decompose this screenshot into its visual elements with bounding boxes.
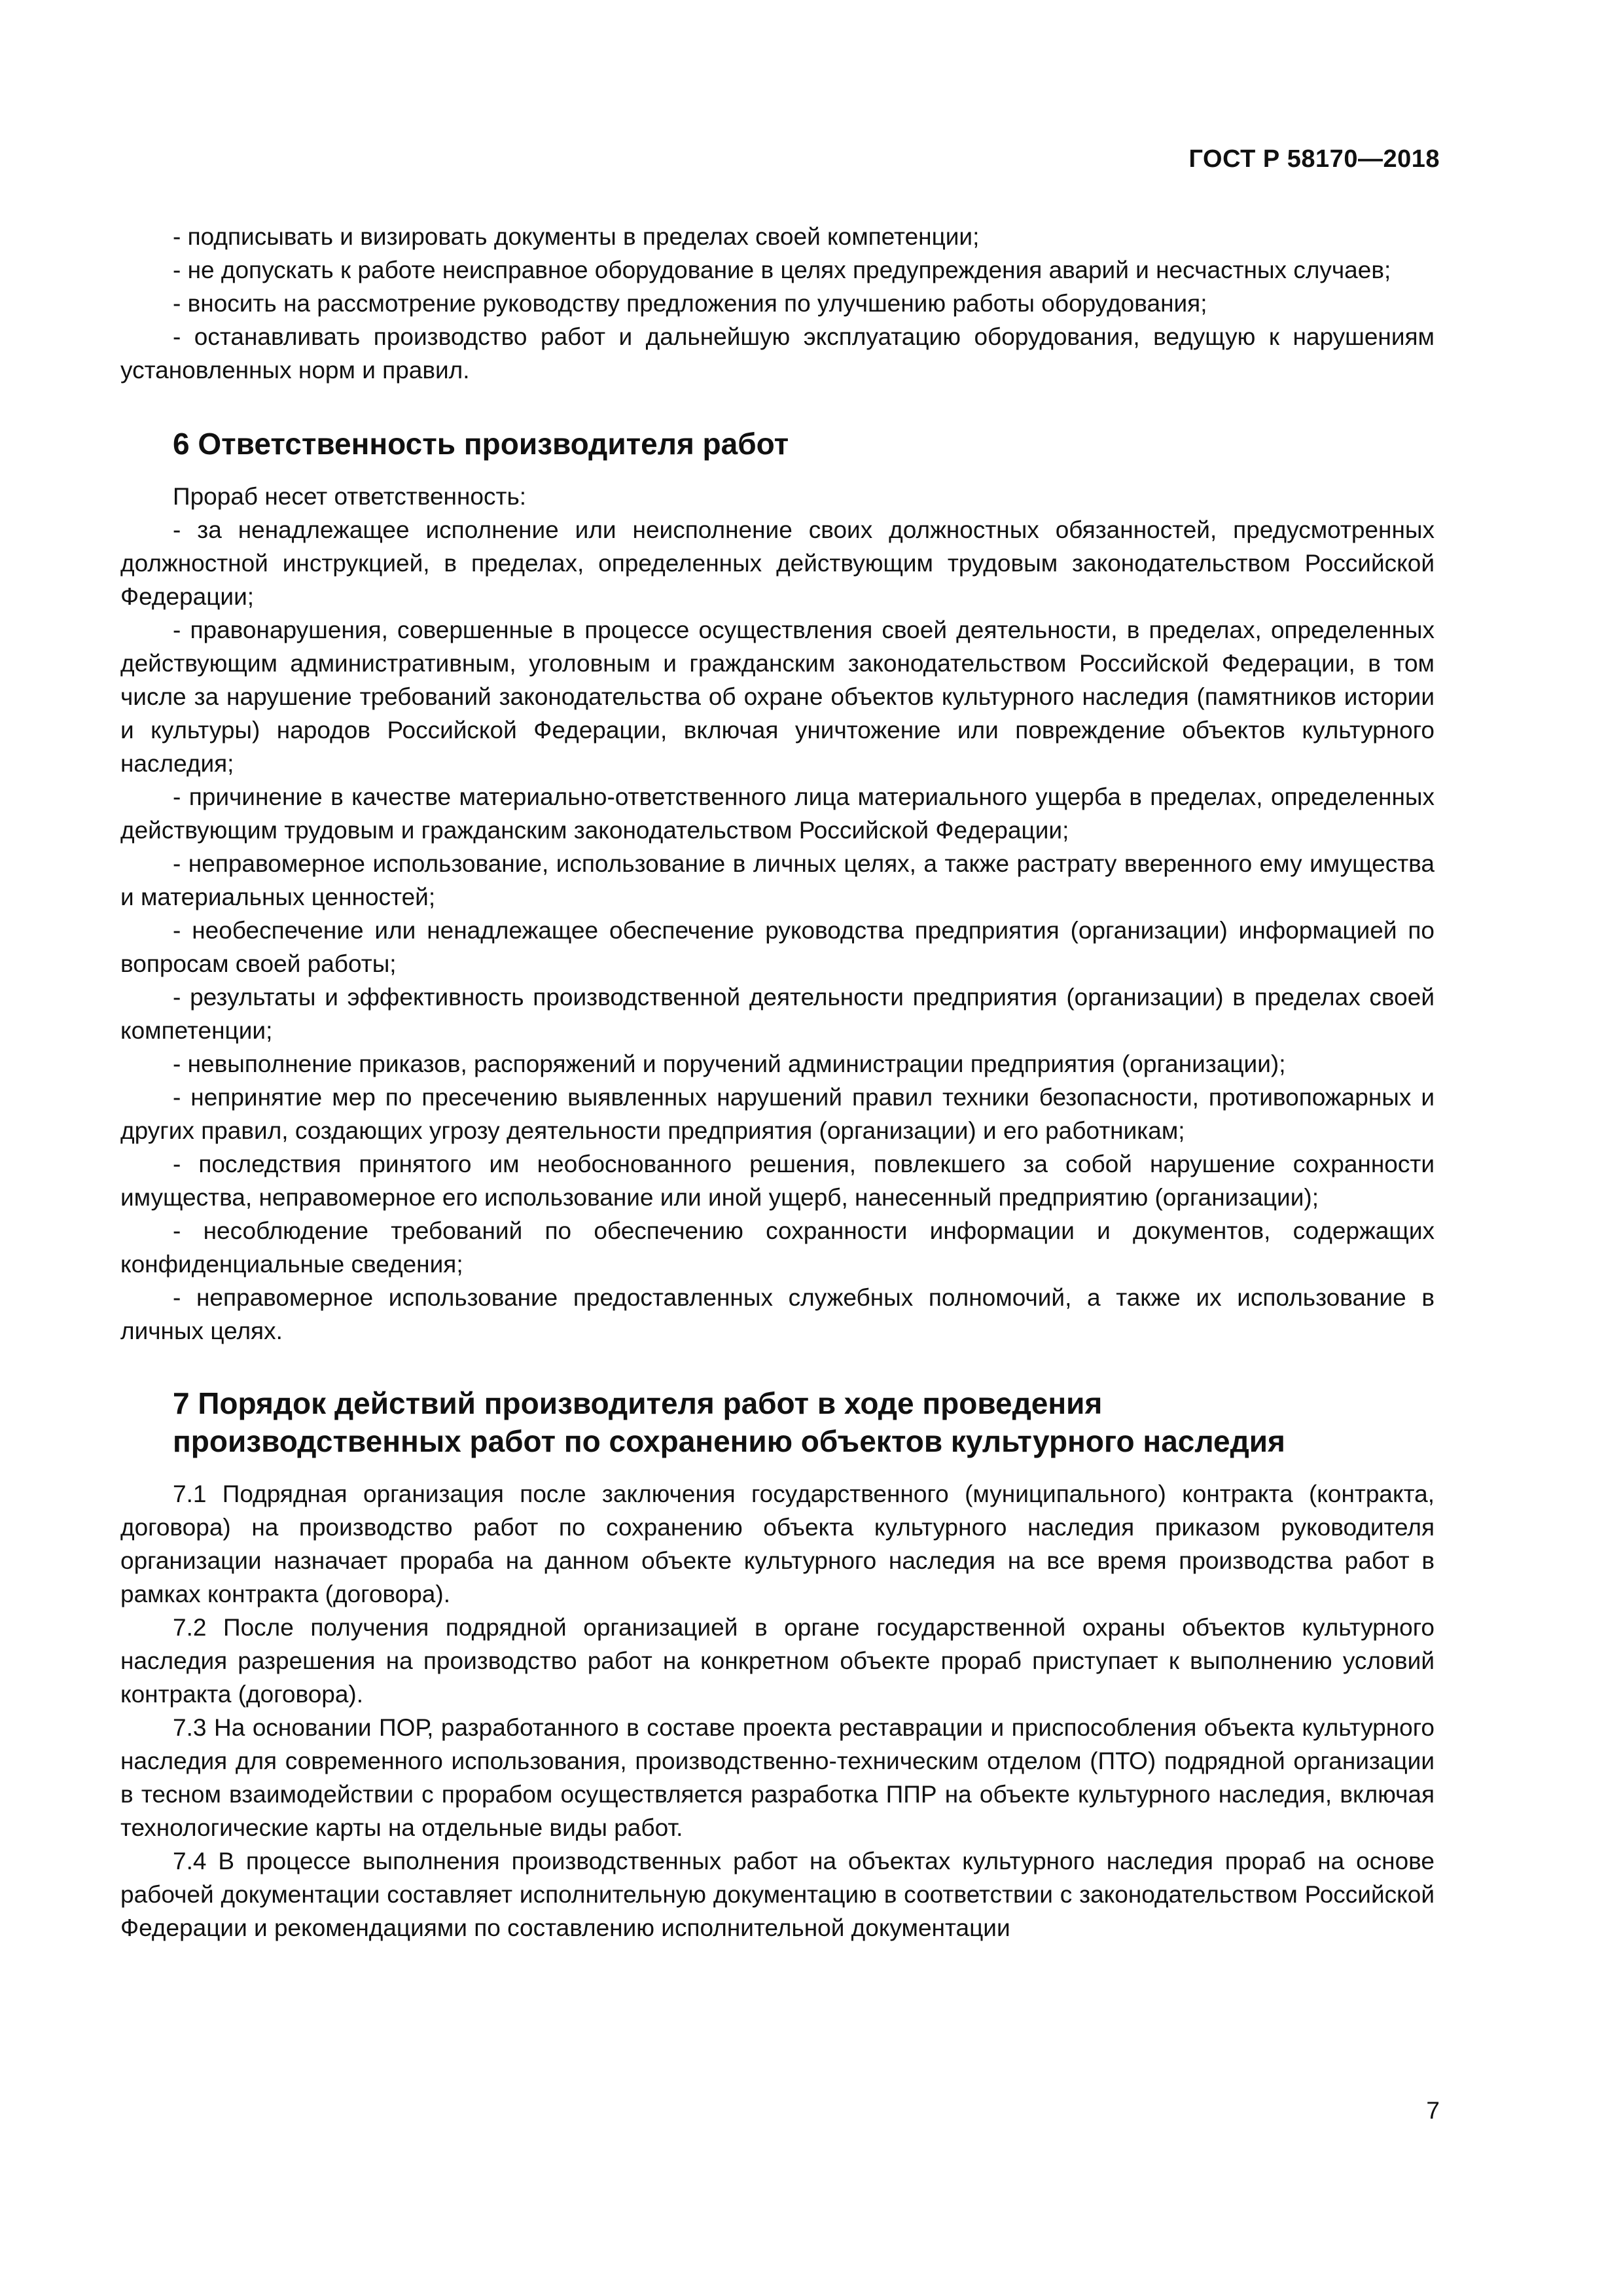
- section-7-heading: [120, 1384, 1435, 1460]
- paragraph: - неправомерное использование, использование в личных целях, а также растрату вверенного ему имущества и материальных ценностей;: [120, 850, 1435, 910]
- paragraph: - за ненадлежащее исполнение или неисполнение своих должностных обязанностей, предусмотренных должностной инструкцией, в пределах, определенных действующим трудовым законодательством Российской Федерации;: [120, 516, 1435, 610]
- document-standard-id: ГОСТ Р 58170—2018: [1188, 145, 1440, 173]
- paragraph: - непринятие мер по пресечению выявленных нарушений правил техники безопасности, противопожарных и других правил, создающих угрозу деятельности предприятия (организации) и его работникам;: [120, 1084, 1435, 1144]
- paragraph: 7.3 На основании ПОР, разработанного в составе проекта реставрации и приспособления объекта культурного наследия для современного использования, производственно-техническим отделом (ПТО) подрядной организации в тесном взаимодействии с прорабом осуществляется разработка ППР на объекте культурного наследия, включая технологические карты на отдельные виды работ.: [120, 1714, 1435, 1841]
- paragraph: - останавливать производство работ и дальнейшую эксплуатацию оборудования, ведущую к нарушениям установленных норм и правил.: [120, 323, 1435, 384]
- paragraph: - причинение в качестве материально-ответственного лица материального ущерба в пределах, определенных действующим трудовым и гражданским законодательством Российской Федерации;: [120, 783, 1435, 844]
- paragraph: - невыполнение приказов, распоряжений и поручений администрации предприятия (организации);: [173, 1050, 1286, 1077]
- paragraph: - результаты и эффективность производственной деятельности предприятия (организации) в пределах своей компетенции;: [120, 984, 1435, 1044]
- paragraph: - вносить на рассмотрение руководству предложения по улучшению работы оборудования;: [173, 290, 1207, 317]
- section-6-heading: 6 Ответственность производителя работ: [173, 427, 789, 461]
- paragraph: 7.2 После получения подрядной организацией в органе государственной охраны объектов культурного наследия разрешения на производство работ на конкретном объекте прораб приступает к выполнению условий контракта (договора).: [120, 1614, 1435, 1708]
- section-6-lead: Прораб несет ответственность:: [173, 483, 527, 510]
- document-body: [120, 220, 1435, 1945]
- paragraph: - подписывать и визировать документы в пределах своей компетенции;: [173, 223, 980, 250]
- paragraph: - не допускать к работе неисправное оборудование в целях предупреждения аварий и несчастных случаев;: [173, 257, 1391, 283]
- page-number: 7: [1426, 2097, 1440, 2124]
- paragraph: - последствия принятого им необоснованного решения, повлекшего за собой нарушение сохранности имущества, неправомерное его использование или иной ущерб, нанесенный предприятию (организации);: [120, 1151, 1435, 1211]
- paragraph: 7.4 В процессе выполнения производственных работ на объектах культурного наследия прораб на основе рабочей документации составляет исполнительную документацию в соответствии с законодательством Российской Федерации и рекомендациями по составлению исполнительной документации: [120, 1848, 1435, 1941]
- paragraph: 7.1 Подрядная организация после заключения государственного (муниципального) контракта (контракта, договора) на производство работ по сохранению объекта культурного наследия приказом руководителя организации назначает прораба на данном объекте культурного наследия на все время производства работ в рамках контракта (договора).: [120, 1480, 1435, 1607]
- paragraph: - правонарушения, совершенные в процессе осуществления своей деятельности, в пределах, определенных действующим административным, уголовным и гражданским законодательством Российской Федерации, в том числе за нарушение требований законодательства об охране объектов культурного наследия (памятников истории и культуры) народов Российской Федерации, включая уничтожение или повреждение объектов культурного наследия;: [120, 617, 1435, 777]
- paragraph: - неправомерное использование предоставленных служебных полномочий, а также их использование в личных целях.: [120, 1284, 1435, 1344]
- section-7-heading-line2: производственных работ по сохранению объектов культурного наследия: [173, 1424, 1285, 1458]
- paragraph: - необеспечение или ненадлежащее обеспечение руководства предприятия (организации) информацией по вопросам своей работы;: [120, 917, 1435, 977]
- paragraph: - несоблюдение требований по обеспечению сохранности информации и документов, содержащих конфиденциальные сведения;: [120, 1217, 1435, 1278]
- section-7-heading-line1: 7 Порядок действий производителя работ в ходе проведения: [173, 1386, 1103, 1420]
